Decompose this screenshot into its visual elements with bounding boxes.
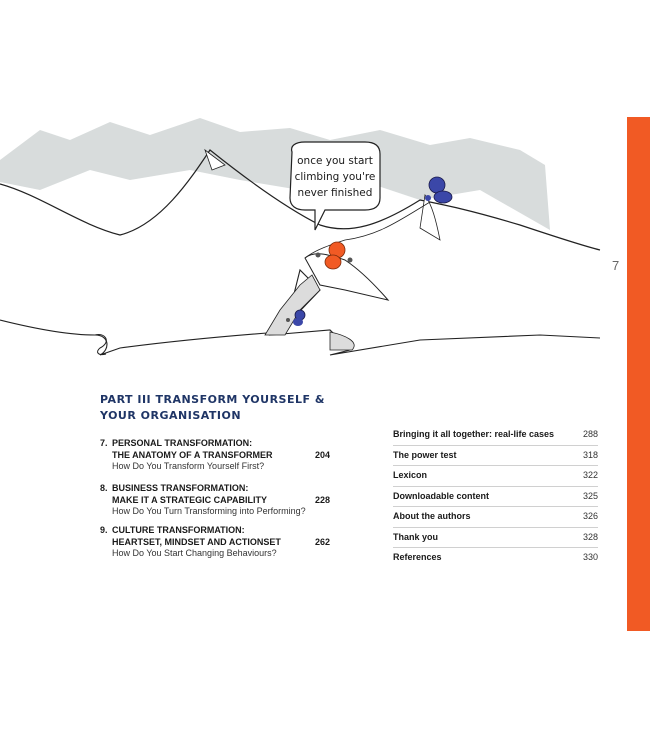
backmatter-item-authors[interactable] [393, 506, 598, 527]
backmatter-page: 322 [582, 470, 598, 480]
chapter-number: 8. [100, 483, 108, 493]
chapter-question: How Do You Turn Transforming into Performing? [112, 506, 306, 516]
chapter-entry-8[interactable] [100, 483, 330, 518]
mountain-background [0, 118, 550, 230]
backmatter-item-downloadable[interactable] [393, 486, 598, 507]
chapter-page: 262 [314, 536, 330, 547]
backmatter-page: 326 [582, 511, 598, 521]
chapter-question: How Do You Transform Yourself First? [112, 461, 265, 471]
mountain-illustration [0, 110, 612, 370]
lower-slope-shadow [265, 275, 320, 335]
chapter-title-line-1: PERSONAL TRANSFORMATION: [112, 438, 253, 448]
backmatter-label: References [393, 552, 442, 562]
part-heading-line-1: PART III TRANSFORM YOURSELF & [100, 393, 325, 406]
backmatter-label: Downloadable content [393, 490, 490, 501]
snow-bank [330, 332, 354, 350]
part-heading [100, 392, 330, 424]
backmatter-page: 288 [582, 429, 598, 439]
part-heading-line-2: YOUR ORGANISATION [100, 409, 242, 422]
backmatter-page: 330 [582, 552, 598, 562]
backmatter-label: Lexicon [393, 470, 428, 480]
chapter-title-line-2: HEARTSET, MINDSET AND ACTIONSET [112, 536, 281, 547]
backmatter-label: About the authors [393, 511, 471, 521]
backmatter-page: 318 [582, 449, 598, 460]
backmatter-page: 325 [582, 490, 598, 501]
chapter-title-line-1: BUSINESS TRANSFORMATION: [112, 483, 249, 493]
backmatter-label: The power test [393, 449, 457, 460]
orange-edge-bar [627, 117, 650, 631]
backmatter-label: Bringing it all together: real-life cases [393, 429, 555, 439]
chapter-number: 7. [100, 438, 108, 448]
chapter-title-line-2: THE ANATOMY OF A TRANSFORMER [112, 449, 273, 460]
chapter-page: 204 [314, 449, 330, 460]
page-number: 7 [612, 258, 620, 273]
chapter-entry-7[interactable] [100, 438, 330, 473]
backmatter-item-lexicon[interactable] [393, 465, 598, 486]
chapter-question: How Do You Start Changing Behaviours? [112, 548, 277, 558]
backmatter-item-thank-you[interactable] [393, 527, 598, 548]
backmatter-item-references[interactable] [393, 547, 598, 568]
backmatter-item-cases[interactable] [393, 425, 598, 445]
chapter-title-line-2: MAKE IT A STRATEGIC CAPABILITY [112, 494, 267, 505]
chapter-page: 228 [314, 494, 330, 505]
bubble-line-1: once you start [297, 155, 373, 167]
bubble-line-2: climbing you're [294, 171, 376, 183]
backmatter-page: 328 [582, 531, 598, 542]
speech-bubble [290, 142, 380, 230]
backmatter-item-power-test[interactable] [393, 445, 598, 466]
backmatter-list [393, 425, 598, 568]
chapter-entry-9[interactable] [100, 525, 330, 560]
bubble-line-3: never finished [297, 187, 373, 199]
chapter-title-line-1: CULTURE TRANSFORMATION: [112, 525, 245, 535]
backmatter-label: Thank you [393, 531, 439, 542]
chapter-number: 9. [100, 525, 108, 535]
